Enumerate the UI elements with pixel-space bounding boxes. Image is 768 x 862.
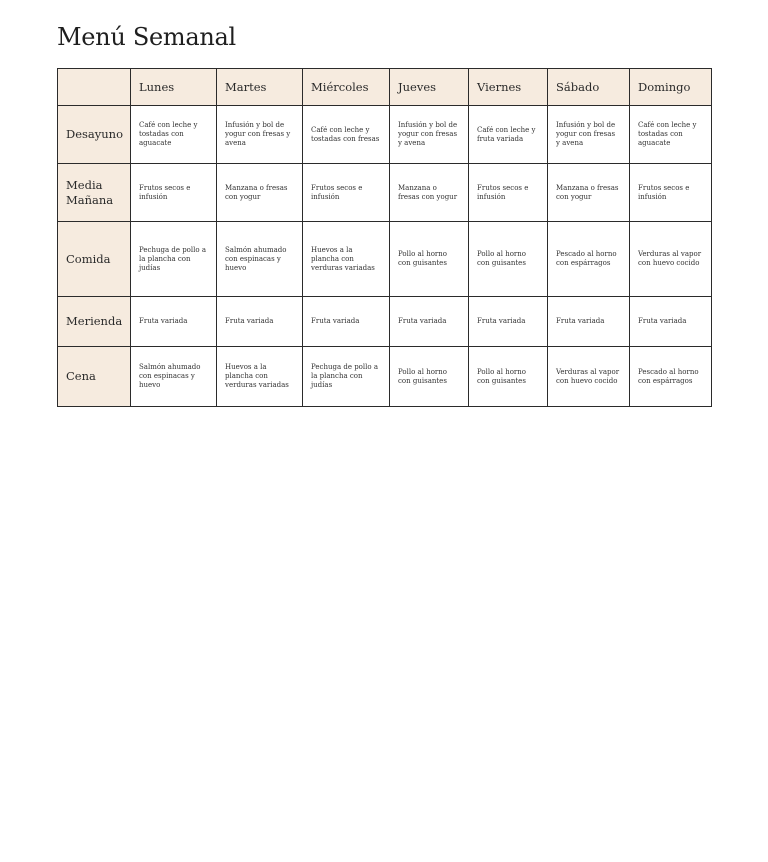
menu-cell: Infusión y bol de yogur con fresas y avena (548, 106, 630, 164)
menu-cell: Pollo al horno con guisantes (390, 222, 469, 297)
day-header-sabado: Sábado (548, 69, 630, 106)
menu-cell: Infusión y bol de yogur con fresas y avena (217, 106, 303, 164)
menu-cell: Pollo al horno con guisantes (390, 347, 469, 407)
day-header-lunes: Lunes (131, 69, 217, 106)
meal-label-media-manana: Media Mañana (58, 164, 131, 222)
menu-cell: Infusión y bol de yogur con fresas y avena (390, 106, 469, 164)
menu-cell: Fruta variada (469, 297, 548, 347)
meal-row-desayuno (58, 106, 712, 164)
menu-cell: Café con leche y tostadas con aguacate (630, 106, 712, 164)
menu-cell: Fruta variada (131, 297, 217, 347)
header-row (58, 69, 712, 106)
day-header-viernes: Viernes (469, 69, 548, 106)
menu-cell: Pechuga de pollo a la plancha con judías (303, 347, 390, 407)
meal-row-media-manana (58, 164, 712, 222)
meal-label-desayuno: Desayuno (58, 106, 131, 164)
menu-cell: Café con leche y tostadas con aguacate (131, 106, 217, 164)
meal-row-merienda (58, 297, 712, 347)
day-header-jueves: Jueves (390, 69, 469, 106)
menu-cell: Manzana o fresas con yogur (390, 164, 469, 222)
menu-cell: Pescado al horno con espárragos (548, 222, 630, 297)
menu-cell: Pollo al horno con guisantes (469, 347, 548, 407)
menu-cell: Salmón ahumado con espinacas y huevo (217, 222, 303, 297)
menu-cell: Fruta variada (390, 297, 469, 347)
menu-cell: Pescado al horno con espárragos (630, 347, 712, 407)
menu-cell: Fruta variada (630, 297, 712, 347)
menu-cell: Frutos secos e infusión (303, 164, 390, 222)
meal-row-comida (58, 222, 712, 297)
day-header-martes: Martes (217, 69, 303, 106)
menu-cell: Manzana o fresas con yogur (548, 164, 630, 222)
menu-cell: Fruta variada (303, 297, 390, 347)
menu-cell: Frutos secos e infusión (469, 164, 548, 222)
menu-cell: Huevos a la plancha con verduras variadas (217, 347, 303, 407)
meal-label-merienda: Merienda (58, 297, 131, 347)
meal-label-comida: Comida (58, 222, 131, 297)
menu-cell: Verduras al vapor con huevo cocido (548, 347, 630, 407)
day-header-domingo: Domingo (630, 69, 712, 106)
weekly-menu-table (57, 68, 712, 407)
menu-cell: Huevos a la plancha con verduras variadas (303, 222, 390, 297)
menu-cell: Fruta variada (217, 297, 303, 347)
menu-cell: Café con leche y fruta variada (469, 106, 548, 164)
menu-cell: Frutos secos e infusión (630, 164, 712, 222)
menu-cell: Frutos secos e infusión (131, 164, 217, 222)
day-header-miercoles: Miércoles (303, 69, 390, 106)
corner-cell (58, 69, 131, 106)
menu-cell: Salmón ahumado con espinacas y huevo (131, 347, 217, 407)
menu-cell: Pollo al horno con guisantes (469, 222, 548, 297)
menu-cell: Café con leche y tostadas con fresas (303, 106, 390, 164)
menu-cell: Manzana o fresas con yogur (217, 164, 303, 222)
page-title: Menú Semanal (57, 23, 236, 51)
meal-label-cena: Cena (58, 347, 131, 407)
menu-cell: Pechuga de pollo a la plancha con judías (131, 222, 217, 297)
meal-row-cena (58, 347, 712, 407)
menu-cell: Fruta variada (548, 297, 630, 347)
menu-cell: Verduras al vapor con huevo cocido (630, 222, 712, 297)
